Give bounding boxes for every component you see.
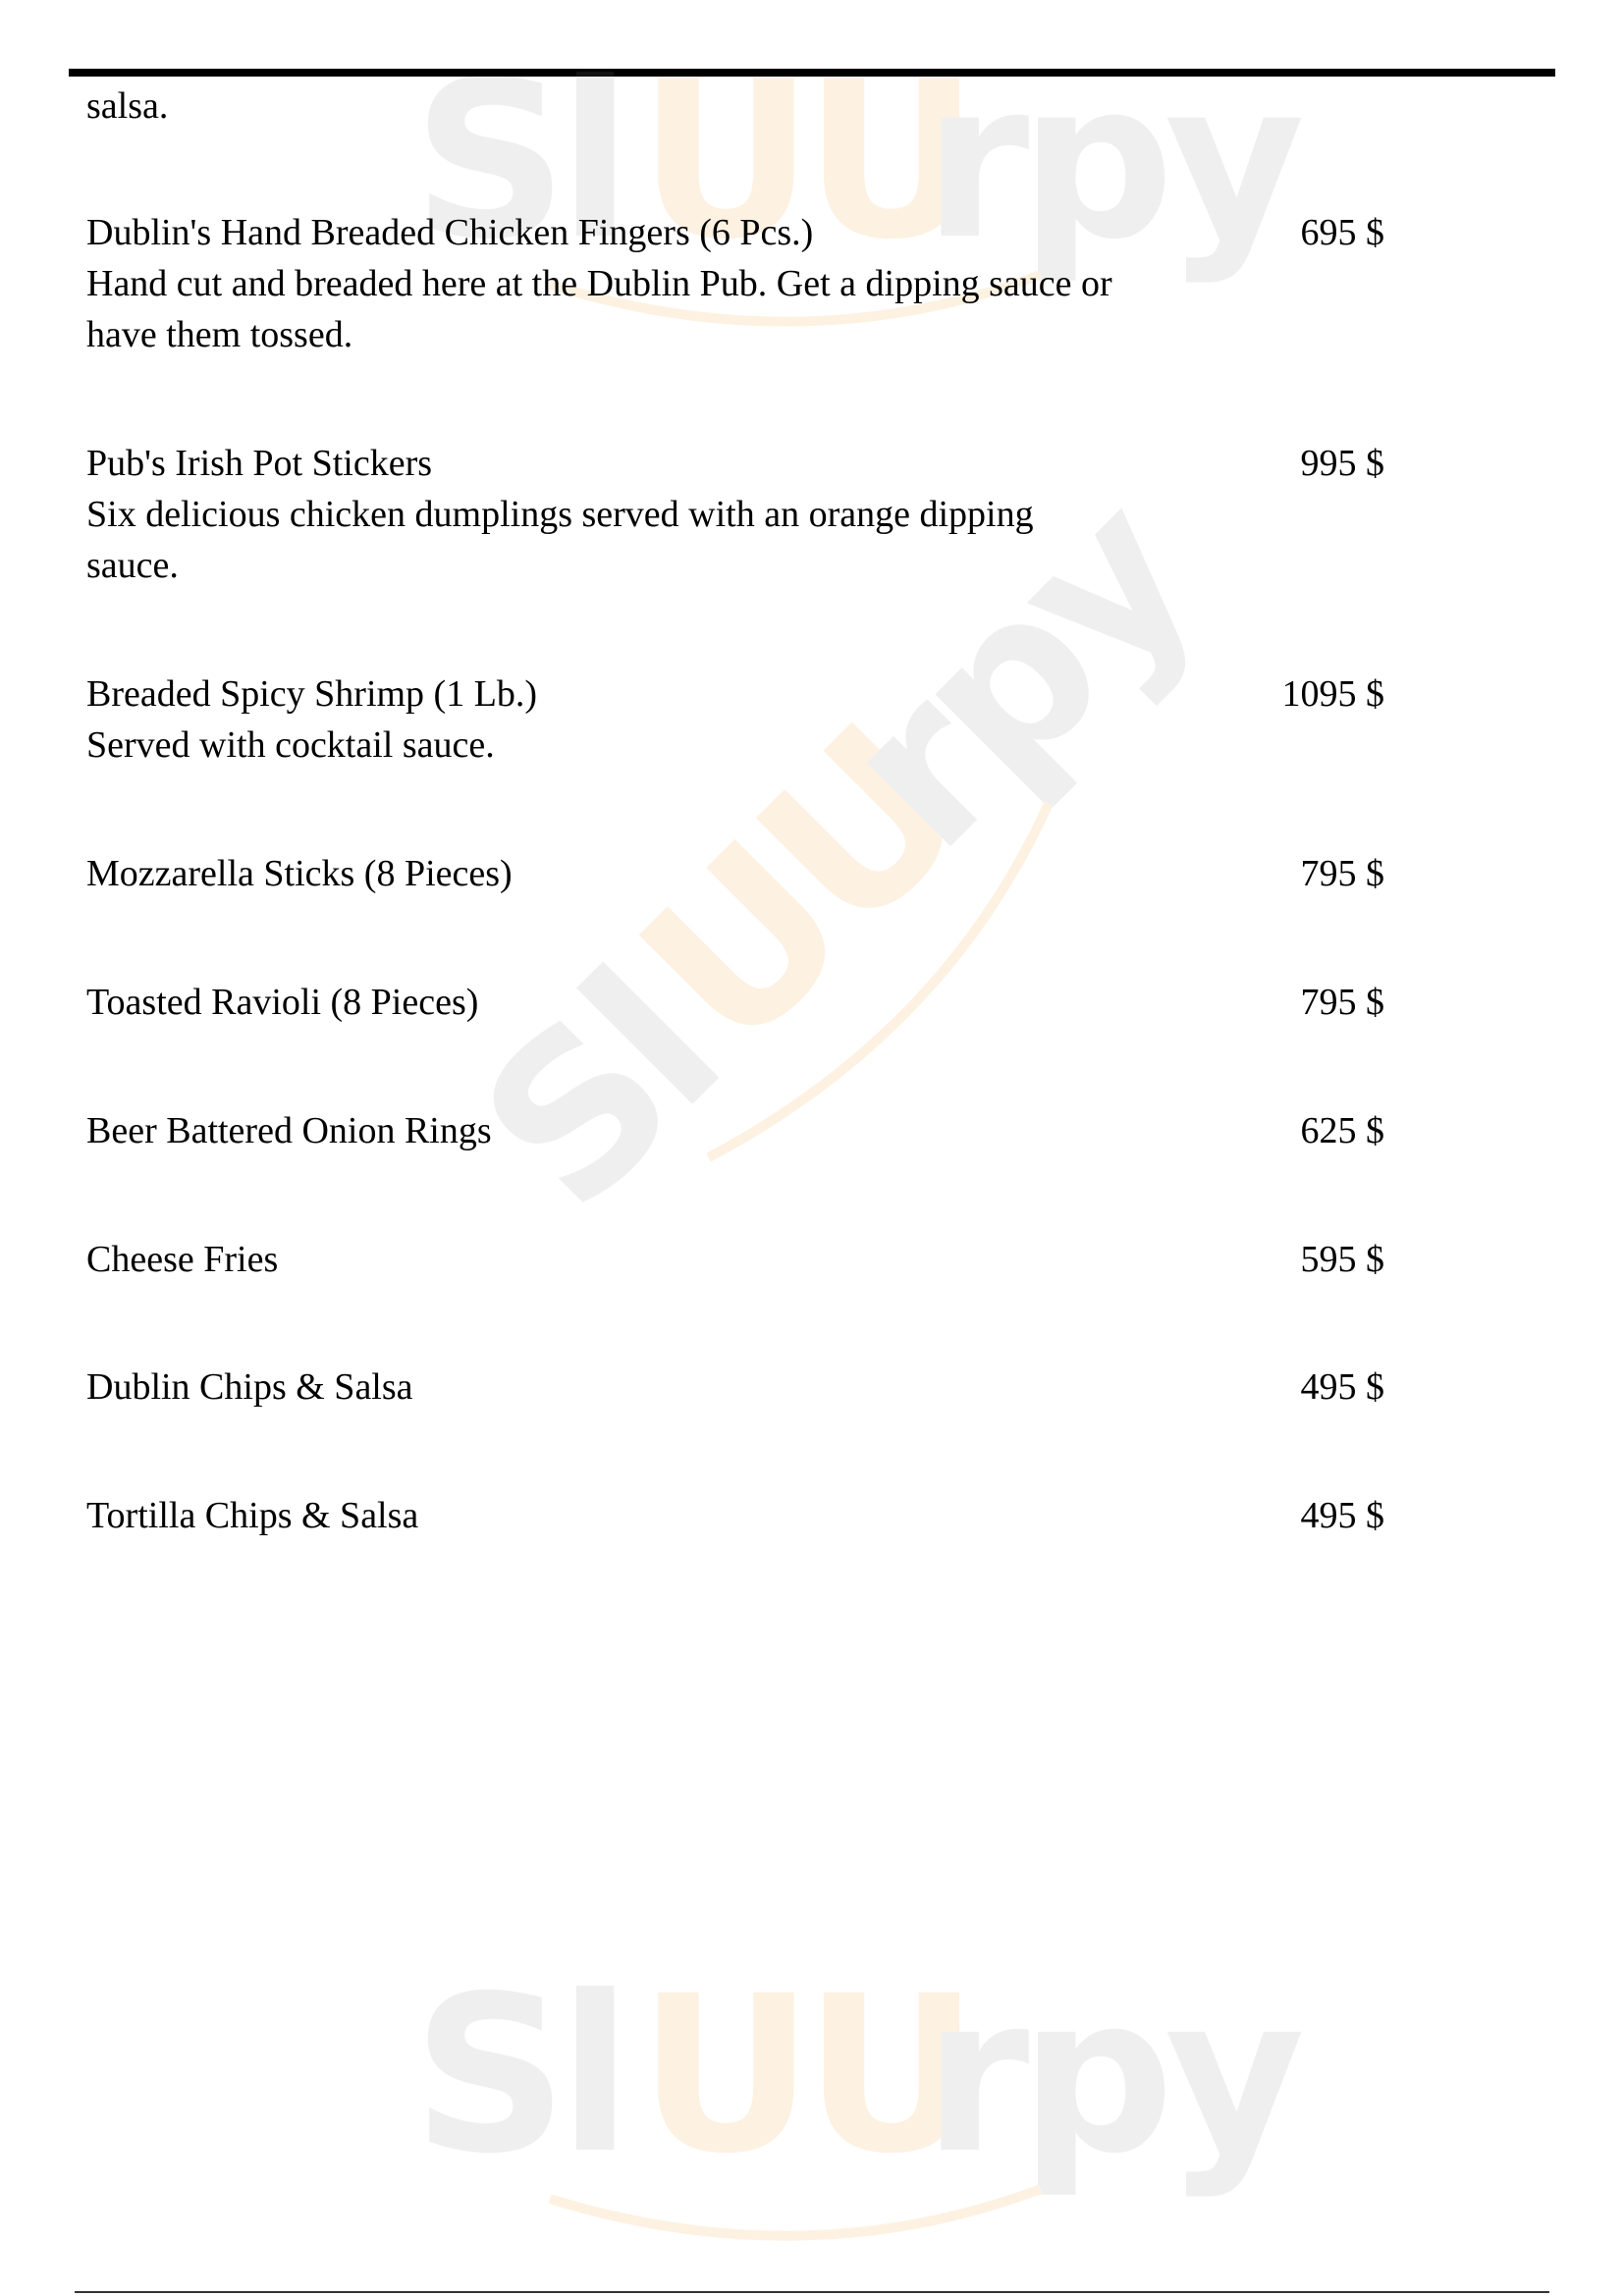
menu-item-price: 495 $ bbox=[1300, 1366, 1384, 1408]
svg-text:rpy: rpy bbox=[923, 1949, 1296, 2201]
menu-item-description: sauce. bbox=[86, 545, 179, 586]
menu-item-name: Beer Battered Onion Rings bbox=[86, 1110, 492, 1151]
svg-text:Sl: Sl bbox=[412, 1949, 623, 2201]
menu-item-price: 595 $ bbox=[1300, 1239, 1384, 1280]
menu-item-name: Toasted Ravioli (8 Pieces) bbox=[86, 982, 479, 1023]
menu-item-name: Tortilla Chips & Salsa bbox=[86, 1495, 419, 1536]
top-rule bbox=[69, 69, 1555, 77]
svg-text:UU: UU bbox=[638, 35, 970, 287]
menu-item-description: have them tossed. bbox=[86, 314, 353, 355]
sluurpy-watermark-logo bbox=[412, 1949, 1296, 2248]
continued-description: salsa. bbox=[86, 85, 169, 127]
bottom-rule bbox=[75, 2291, 1549, 2293]
menu-item-name: Dublin's Hand Breaded Chicken Fingers (6 Pcs.) bbox=[86, 212, 814, 253]
svg-text:Sl: Sl bbox=[412, 35, 623, 287]
menu-item-price: 695 $ bbox=[1300, 212, 1384, 253]
menu-item-description: Hand cut and breaded here at the Dublin Pub. Get a dipping sauce or bbox=[86, 263, 1112, 304]
svg-text:rpy: rpy bbox=[923, 35, 1296, 287]
menu-item-price: 1095 $ bbox=[1281, 673, 1384, 715]
menu-item-price: 795 $ bbox=[1300, 982, 1384, 1023]
svg-text:Sl: Sl bbox=[434, 930, 762, 1256]
menu-item-name: Breaded Spicy Shrimp (1 Lb.) bbox=[86, 673, 538, 715]
menu-item-price: 995 $ bbox=[1300, 443, 1384, 484]
menu-item-name: Cheese Fries bbox=[86, 1239, 279, 1280]
menu-item-price: 495 $ bbox=[1300, 1495, 1384, 1536]
menu-item-price: 795 $ bbox=[1300, 853, 1384, 894]
menu-item-description: Served with cocktail sauce. bbox=[86, 724, 495, 766]
menu-item-name: Mozzarella Sticks (8 Pieces) bbox=[86, 853, 513, 894]
menu-item-price: 625 $ bbox=[1300, 1110, 1384, 1151]
menu-item-description: Six delicious chicken dumplings served with an orange dipping bbox=[86, 494, 1034, 535]
menu-item-name: Pub's Irish Pot Stickers bbox=[86, 443, 433, 484]
menu-item-name: Dublin Chips & Salsa bbox=[86, 1366, 413, 1408]
svg-text:UU: UU bbox=[638, 1949, 970, 2201]
svg-text:rpy: rpy bbox=[795, 454, 1237, 895]
svg-text:UU: UU bbox=[594, 684, 1007, 1096]
